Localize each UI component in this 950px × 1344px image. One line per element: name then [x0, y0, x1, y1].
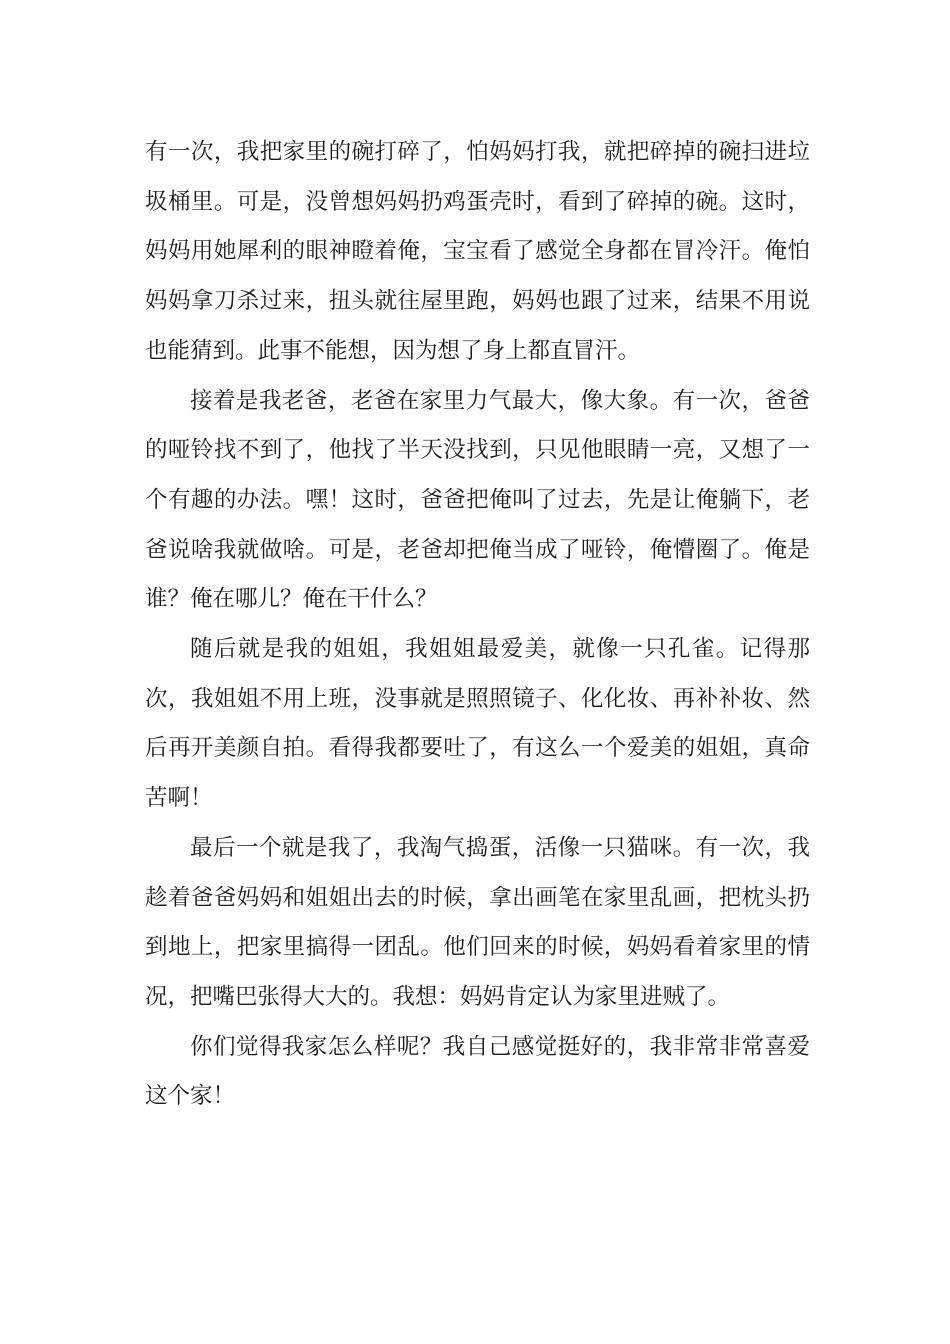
paragraph-sister-peacock: 随后就是我的姐姐，我姐姐最爱美，就像一只孔雀。记得那次，我姐姐不用上班，没事就是照照镜子、化化妆、再补补妆、然后再开美颜自拍。看得我都要吐了，有这么一个爱美的姐姐，真命苦啊！: [145, 636, 810, 812]
paragraph-conclusion: 你们觉得我家怎么样呢？我自己感觉挺好的，我非常非常喜爱这个家！: [145, 1033, 810, 1110]
essay-body: [145, 128, 810, 1122]
paragraph-dad-dumbbell: 接着是我老爸，老爸在家里力气最大，像大象。有一次，爸爸的哑铃找不到了，他找了半天没找到，只见他眼睛一亮，又想了一个有趣的办法。嘿！这时，爸爸把俺叫了过去，先是让俺躺下，老爸说啥我就做啥。可是，老爸却把俺当成了哑铃，俺懵圈了。俺是谁？俺在哪儿？俺在干什么？: [145, 387, 810, 613]
paragraph-mom-bowl: 有一次，我把家里的碗打碎了，怕妈妈打我，就把碎掉的碗扫进垃圾桶里。可是，没曾想妈妈扔鸡蛋壳时，看到了碎掉的碗。这时，妈妈用她犀利的眼神瞪着俺，宝宝看了感觉全身都在冒冷汗。俺怕妈妈拿刀杀过来，扭头就往屋里跑，妈妈也跟了过来，结果不用说也能猜到。此事不能想，因为想了身上都直冒汗。: [145, 139, 810, 364]
paragraph-me-cat: 最后一个就是我了，我淘气捣蛋，活像一只猫咪。有一次，我趁着爸爸妈妈和姐姐出去的时候，拿出画笔在家里乱画，把枕头扔到地上，把家里搞得一团乱。他们回来的时候，妈妈看着家里的情况，把嘴巴张得大大的。我想：妈妈肯定认为家里进贼了。: [145, 834, 810, 1010]
